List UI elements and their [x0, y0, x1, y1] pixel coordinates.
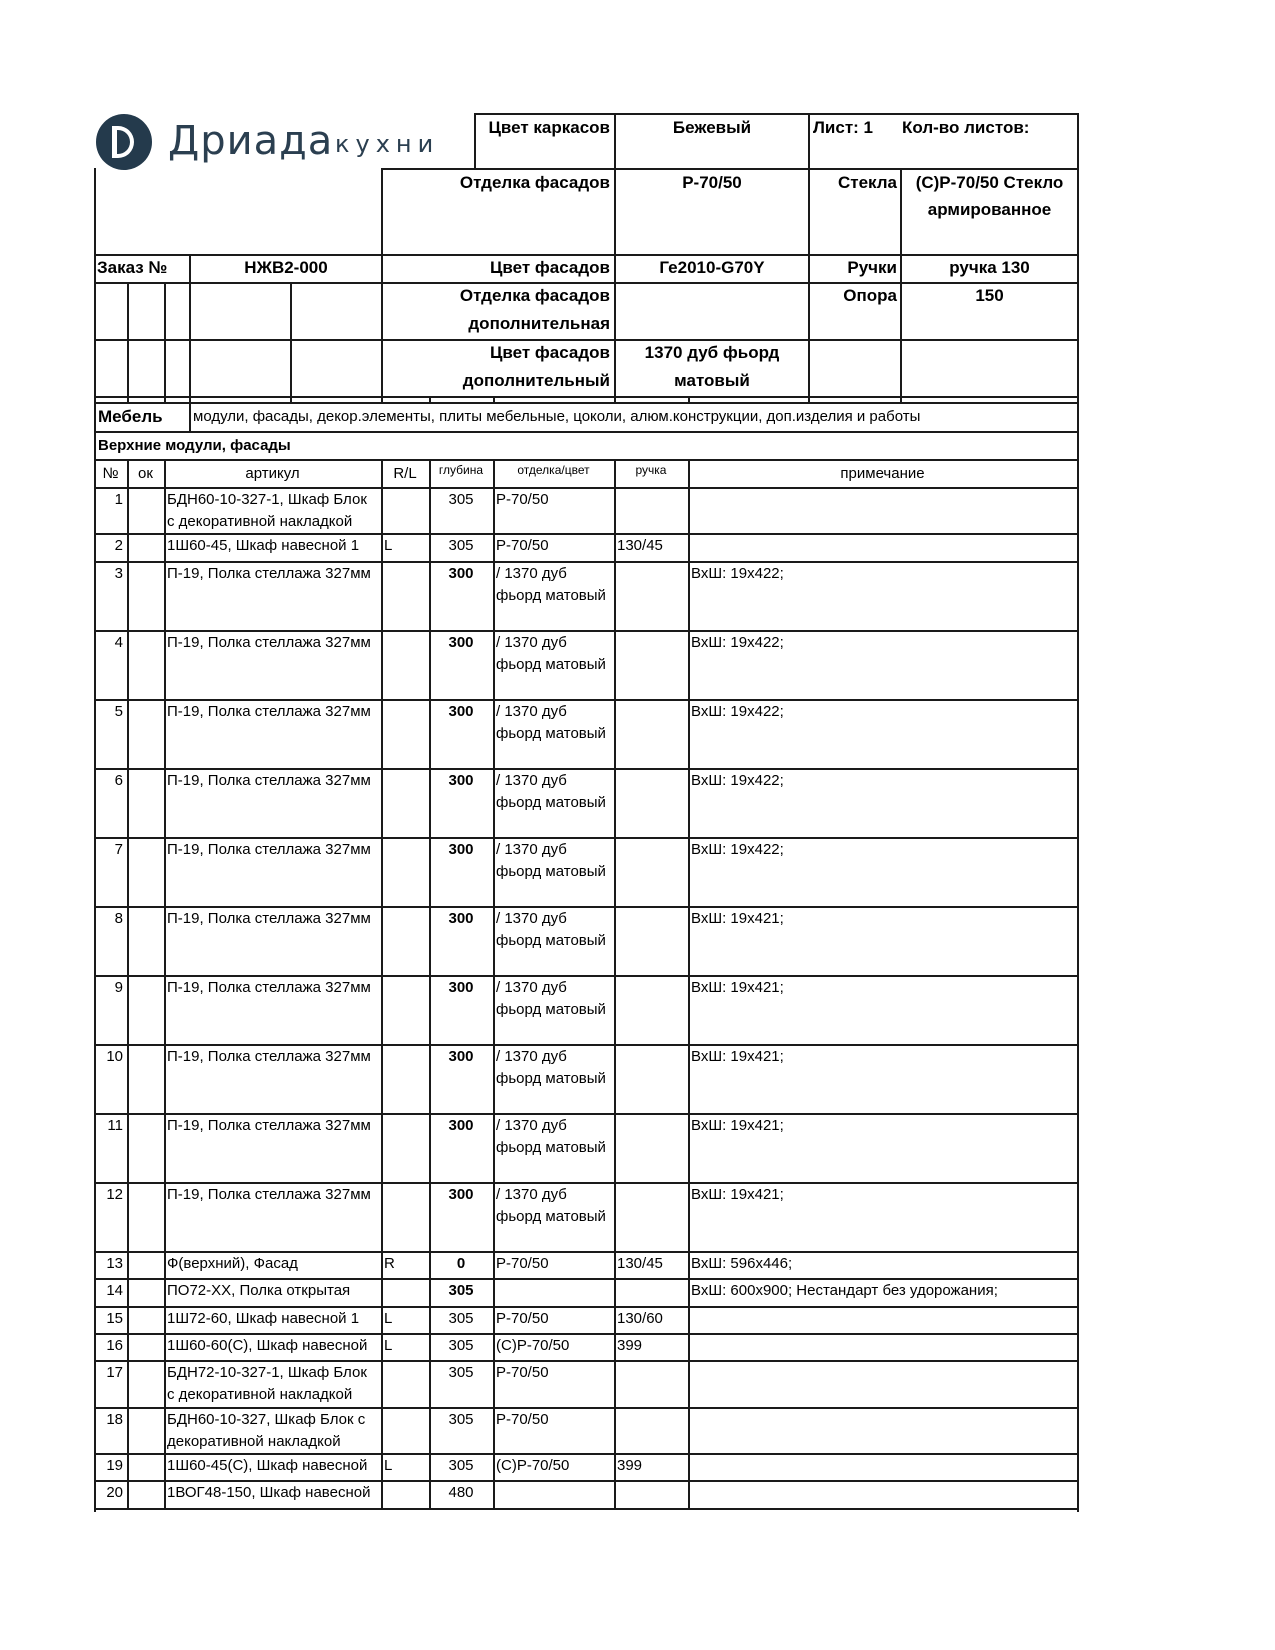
row-number: 7	[114, 841, 123, 858]
row-note: ВхШ: 19x421;	[691, 1117, 784, 1134]
row-depth: 0	[456, 1255, 466, 1272]
section-title: Верхние модули, фасады	[98, 437, 291, 454]
row-note: ВхШ: 596x446;	[691, 1255, 793, 1272]
furniture-description: модули, фасады, декор.элементы, плиты мебельные, цоколи, алюм.конструкции, доп.изделия и работы	[193, 408, 921, 425]
row-finish-line2: фьорд матовый	[496, 656, 606, 673]
row-number: 13	[106, 1255, 123, 1272]
row-article: 1Ш60-45, Шкаф навесной 1	[167, 537, 360, 554]
row-finish-line2: фьорд матовый	[496, 794, 606, 811]
column-header-ok: ок	[138, 465, 153, 482]
row-note: ВхШ: 19x422;	[691, 841, 784, 858]
row-finish: Р-70/50	[496, 491, 549, 508]
row-rl: L	[384, 537, 393, 554]
table-row	[94, 1333, 1079, 1360]
row-finish-line2: фьорд матовый	[496, 587, 606, 604]
row-finish: / 1370 дуб	[496, 1186, 567, 1203]
row-article-line2: декоративной накладкой	[167, 1433, 341, 1450]
row-article: П-19, Полка стеллажа 327мм	[167, 841, 371, 858]
row-finish-line2: фьорд матовый	[496, 725, 606, 742]
row-article: БДН60-10-327-1, Шкаф Блок	[167, 491, 367, 508]
facade-finish-value: Р-70/50	[682, 173, 742, 192]
frame-color-label: Цвет каркасов	[488, 118, 610, 137]
row-finish: Р-70/50	[496, 537, 549, 554]
row-depth: 300	[448, 1186, 474, 1203]
row-finish: Р-70/50	[496, 1310, 549, 1327]
order-number: НЖВ2-000	[244, 258, 328, 277]
row-number: 18	[106, 1411, 123, 1428]
column-rule	[94, 459, 96, 1510]
extra-finish-label-line2: дополнительная	[468, 314, 610, 333]
support-value: 150	[975, 286, 1004, 305]
row-rl: R	[384, 1255, 395, 1272]
row-number: 9	[114, 979, 123, 996]
table-row	[94, 699, 1079, 768]
extra-color-value-line1: 1370 дуб фьорд	[644, 343, 780, 362]
row-note: ВхШ: 19x421;	[691, 1186, 784, 1203]
row-finish: / 1370 дуб	[496, 841, 567, 858]
row-finish-line2: фьорд матовый	[496, 863, 606, 880]
column-rule	[127, 459, 129, 1510]
row-depth: 300	[448, 841, 474, 858]
column-rule	[493, 459, 495, 1510]
row-handle: 399	[617, 1457, 643, 1474]
row-article: П-19, Полка стеллажа 327мм	[167, 772, 371, 789]
support-label: Опора	[843, 286, 897, 305]
row-depth: 305	[448, 1411, 474, 1428]
table-row	[94, 1182, 1079, 1251]
table-row	[94, 1480, 1079, 1508]
row-article: П-19, Полка стеллажа 327мм	[167, 1117, 371, 1134]
row-finish: (С)Р-70/50	[496, 1457, 570, 1474]
row-number: 10	[106, 1048, 123, 1065]
row-number: 11	[107, 1117, 123, 1134]
row-number: 3	[114, 565, 123, 582]
row-finish: / 1370 дуб	[496, 634, 567, 651]
row-article: 1Ш60-45(С), Шкаф навесной	[167, 1457, 368, 1474]
row-article: 1Ш60-60(С), Шкаф навесной	[167, 1337, 368, 1354]
row-article: П-19, Полка стеллажа 327мм	[167, 565, 371, 582]
row-number: 6	[114, 772, 123, 789]
row-article: П-19, Полка стеллажа 327мм	[167, 1048, 371, 1065]
row-handle: 399	[617, 1337, 643, 1354]
column-header-finish: отделка/цвет	[517, 463, 590, 477]
glass-value-line1: (С)Р-70/50 Стекло	[915, 173, 1064, 192]
row-rl: L	[384, 1337, 393, 1354]
row-note: ВхШ: 19x421;	[691, 979, 784, 996]
row-depth: 305	[448, 1364, 474, 1381]
row-finish: (С)Р-70/50	[496, 1337, 570, 1354]
table-row	[94, 1044, 1079, 1113]
table-row	[94, 1251, 1079, 1278]
handles-value: ручка 130	[949, 258, 1030, 277]
table-row	[94, 768, 1079, 837]
row-finish-line2: фьорд матовый	[496, 1139, 606, 1156]
row-article: П-19, Полка стеллажа 327мм	[167, 910, 371, 927]
row-rl: L	[384, 1457, 393, 1474]
column-header-rl: R/L	[393, 465, 417, 482]
row-depth: 305	[448, 537, 474, 554]
row-finish: / 1370 дуб	[496, 910, 567, 927]
row-depth: 300	[448, 634, 474, 651]
facade-color-label: Цвет фасадов	[490, 258, 610, 277]
table-row	[94, 1278, 1079, 1306]
row-finish: / 1370 дуб	[496, 703, 567, 720]
row-finish: / 1370 дуб	[496, 1048, 567, 1065]
extra-color-label-line2: дополнительный	[462, 371, 610, 390]
column-header-article: артикул	[245, 465, 300, 482]
column-rule	[381, 459, 383, 1510]
row-finish-line2: фьорд матовый	[496, 932, 606, 949]
row-handle: 130/45	[617, 537, 663, 554]
row-number: 15	[106, 1310, 123, 1327]
row-article: ПО72-ХХ, Полка открытая	[167, 1282, 351, 1299]
order-label: Заказ №	[97, 258, 168, 277]
row-note: ВхШ: 19x422;	[691, 634, 784, 651]
row-finish: / 1370 дуб	[496, 772, 567, 789]
logo-brand-text: Дриада	[168, 118, 334, 164]
column-header-note: примечание	[840, 465, 925, 482]
row-finish: / 1370 дуб	[496, 1117, 567, 1134]
row-finish: / 1370 дуб	[496, 979, 567, 996]
row-depth: 480	[448, 1484, 474, 1501]
row-depth: 305	[448, 1310, 474, 1327]
table-row	[94, 1407, 1079, 1453]
table-row	[94, 533, 1079, 561]
row-note: ВхШ: 600x900; Нестандарт без удорожания;	[691, 1282, 998, 1299]
table-row	[94, 1113, 1079, 1182]
glass-value-line2: армированное	[927, 200, 1052, 219]
row-depth: 300	[448, 772, 474, 789]
row-finish-line2: фьорд матовый	[496, 1001, 606, 1018]
row-depth: 300	[448, 565, 474, 582]
row-number: 4	[114, 634, 123, 651]
row-note: ВхШ: 19x421;	[691, 910, 784, 927]
row-number: 2	[114, 537, 123, 554]
extra-finish-label-line1: Отделка фасадов	[459, 286, 610, 305]
row-note: ВхШ: 19x422;	[691, 772, 784, 789]
extra-color-value-line2: матовый	[674, 371, 750, 390]
table-row	[94, 975, 1079, 1044]
row-article: П-19, Полка стеллажа 327мм	[167, 1186, 371, 1203]
row-article: П-19, Полка стеллажа 327мм	[167, 979, 371, 996]
frame-color-value: Бежевый	[672, 118, 752, 137]
row-number: 12	[106, 1186, 123, 1203]
table-row	[94, 1360, 1079, 1407]
row-depth: 300	[448, 979, 474, 996]
row-note: ВхШ: 19x422;	[691, 703, 784, 720]
row-rule	[94, 1508, 1079, 1510]
row-article-line2: с декоративной накладкой	[167, 1386, 353, 1403]
handles-label: Ручки	[847, 258, 897, 277]
row-finish: / 1370 дуб	[496, 565, 567, 582]
table-row	[94, 487, 1079, 533]
row-note: ВхШ: 19x421;	[691, 1048, 784, 1065]
table-row	[94, 630, 1079, 699]
row-number: 20	[106, 1484, 123, 1501]
column-rule	[164, 459, 166, 1510]
column-header-number: №	[102, 465, 119, 482]
row-finish: Р-70/50	[496, 1411, 549, 1428]
row-depth: 305	[448, 1457, 474, 1474]
column-rule	[614, 459, 616, 1510]
row-article: Ф(верхний), Фасад	[167, 1255, 298, 1272]
row-number: 14	[106, 1282, 123, 1299]
table-row	[94, 561, 1079, 630]
row-article-line2: с декоративной накладкой	[167, 513, 353, 530]
row-depth: 305	[448, 491, 474, 508]
row-number: 16	[106, 1337, 123, 1354]
row-depth: 300	[448, 703, 474, 720]
glass-label: Стекла	[837, 173, 897, 192]
column-rule	[1077, 459, 1079, 1510]
row-handle: 130/45	[617, 1255, 663, 1272]
row-finish-line2: фьорд матовый	[496, 1070, 606, 1087]
row-depth: 300	[448, 910, 474, 927]
extra-color-label-line1: Цвет фасадов	[490, 343, 610, 362]
row-number: 17	[106, 1364, 123, 1381]
row-number: 19	[106, 1457, 123, 1474]
facade-color-value: Ге2010-G70Y	[659, 258, 765, 277]
sheets-count-label: Кол-во листов:	[902, 118, 1030, 137]
row-article: БДН72-10-327-1, Шкаф Блок	[167, 1364, 367, 1381]
table-row	[94, 837, 1079, 906]
row-article: П-19, Полка стеллажа 327мм	[167, 634, 371, 651]
column-rule	[429, 459, 431, 1510]
column-header-depth: глубина	[438, 463, 484, 477]
row-article: БДН60-10-327, Шкаф Блок с	[167, 1411, 366, 1428]
column-rule	[688, 459, 690, 1510]
row-article: 1Ш72-60, Шкаф навесной 1	[167, 1310, 360, 1327]
row-depth: 300	[448, 1117, 474, 1134]
row-note: ВхШ: 19x422;	[691, 565, 784, 582]
row-finish-line2: фьорд матовый	[496, 1208, 606, 1225]
facade-finish-label: Отделка фасадов	[459, 173, 610, 192]
furniture-label: Мебель	[98, 407, 163, 426]
table-row	[94, 1306, 1079, 1333]
column-header-handle: ручка	[635, 463, 667, 477]
row-number: 1	[114, 491, 123, 508]
row-depth: 305	[448, 1282, 474, 1299]
row-article: П-19, Полка стеллажа 327мм	[167, 703, 371, 720]
table-row	[94, 906, 1079, 975]
row-article: 1ВОГ48-150, Шкаф навесной	[167, 1484, 371, 1501]
row-rl: L	[384, 1310, 393, 1327]
row-finish: Р-70/50	[496, 1255, 549, 1272]
row-finish: Р-70/50	[496, 1364, 549, 1381]
row-handle: 130/60	[617, 1310, 663, 1327]
logo-sub-text: кухни	[335, 130, 440, 158]
row-number: 8	[114, 910, 123, 927]
row-number: 5	[114, 703, 123, 720]
row-depth: 305	[448, 1337, 474, 1354]
table-row	[94, 1453, 1079, 1480]
row-depth: 300	[448, 1048, 474, 1065]
sheet-number: Лист: 1	[813, 118, 873, 137]
